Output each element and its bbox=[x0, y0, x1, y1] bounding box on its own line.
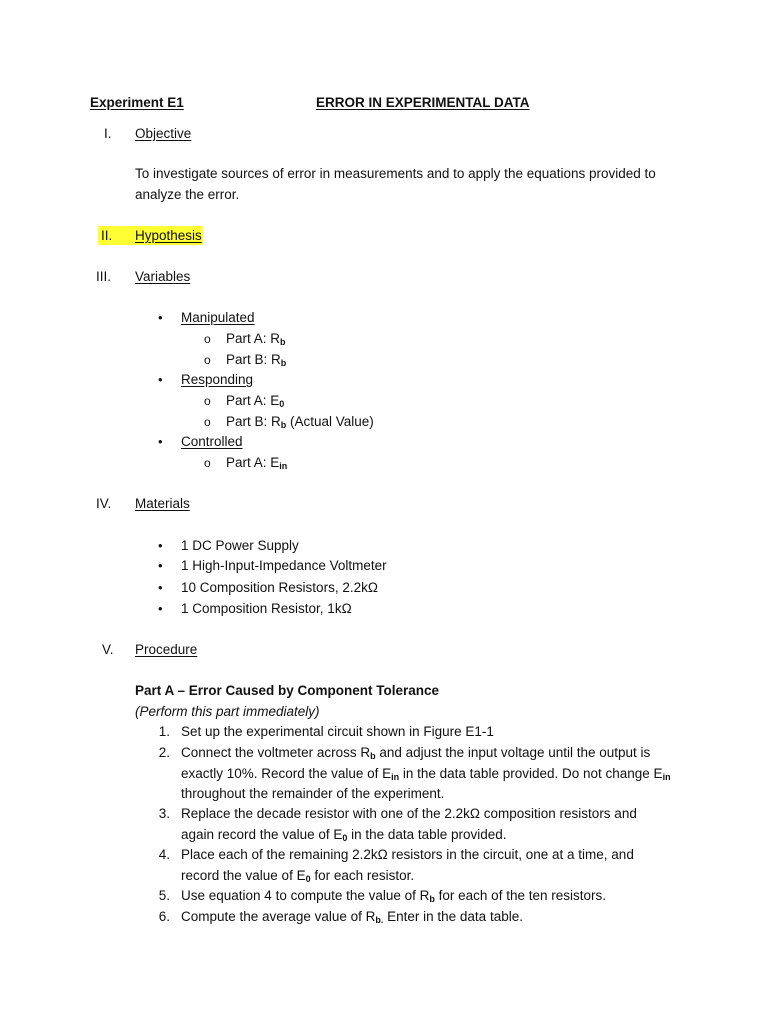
controlled-label: Controlled bbox=[181, 434, 243, 449]
variables-numeral: III. bbox=[96, 269, 112, 284]
manipulated-item-b: Part B: $R_b$ bbox=[226, 352, 287, 368]
materials-heading: Materials bbox=[135, 496, 190, 511]
part-a-title: Part A – Error Caused by Component Tolerance bbox=[135, 683, 440, 698]
circle-bullet-icon: o bbox=[204, 353, 211, 367]
objective-text-line1: To investigate sources of error in measurements and to apply the equations provided to bbox=[135, 166, 656, 181]
circle-bullet-icon: o bbox=[204, 394, 211, 408]
objective-heading: Objective bbox=[135, 126, 192, 141]
step-text-line: throughout the remainder of the experiment. bbox=[181, 786, 445, 801]
objective-text-line2: analyze the error. bbox=[135, 187, 240, 202]
material-item: 10 Composition Resistors, 2.2kΩ bbox=[181, 580, 378, 595]
variables-heading: Variables bbox=[135, 269, 191, 284]
bullet-icon: • bbox=[158, 580, 163, 595]
step-number: 6. bbox=[158, 909, 170, 924]
document-title: ERROR IN EXPERIMENTAL DATA bbox=[316, 95, 530, 110]
bullet-icon: • bbox=[158, 434, 163, 449]
step-text-line: record the value of $E_0$ for each resistor. bbox=[181, 868, 415, 884]
step-text-line: exactly 10%. Record the value of $E_{in}$ in the data table provided. Do not change $E_{in}$ bbox=[181, 766, 671, 782]
bullet-icon: • bbox=[158, 310, 163, 325]
step-number: 4. bbox=[158, 847, 170, 862]
material-item: 1 High-Input-Impedance Voltmeter bbox=[181, 558, 387, 573]
material-item: 1 Composition Resistor, 1kΩ bbox=[181, 601, 352, 616]
circle-bullet-icon: o bbox=[204, 332, 211, 346]
bullet-icon: • bbox=[158, 538, 163, 553]
responding-item-b: Part B: $R_b$ (Actual Value) bbox=[226, 414, 374, 430]
circle-bullet-icon: o bbox=[204, 415, 211, 429]
procedure-numeral: V. bbox=[102, 642, 114, 657]
circle-bullet-icon: o bbox=[204, 456, 211, 470]
objective-numeral: I. bbox=[104, 126, 112, 141]
bullet-icon: • bbox=[158, 601, 163, 616]
responding-label: Responding bbox=[181, 372, 254, 387]
step-number: 5. bbox=[158, 888, 170, 903]
controlled-item-a: Part A: $E_{in}$ bbox=[226, 455, 288, 471]
step-number: 2. bbox=[158, 745, 170, 760]
responding-item-a: Part A: $E_0$ bbox=[226, 393, 285, 409]
part-a-note: (Perform this part immediately) bbox=[135, 704, 320, 719]
step-text-line: Replace the decade resistor with one of the 2.2kΩ composition resistors and bbox=[181, 806, 637, 821]
step-text-line: Connect the voltmeter across $R_b$ and adjust the input voltage until the output is bbox=[181, 745, 651, 761]
hypothesis-heading: Hypothesis bbox=[135, 228, 202, 243]
experiment-id: Experiment E1 bbox=[90, 95, 184, 110]
material-item: 1 DC Power Supply bbox=[181, 538, 299, 553]
step-text-line: Set up the experimental circuit shown in Figure E1-1 bbox=[181, 724, 494, 739]
step-text-line: Use equation 4 to compute the value of $R_b$ for each of the ten resistors. bbox=[181, 888, 606, 904]
step-text-line: Place each of the remaining 2.2kΩ resistors in the circuit, one at a time, and bbox=[181, 847, 634, 862]
manipulated-item-a: Part A: $R_b$ bbox=[226, 331, 286, 347]
manipulated-label: Manipulated bbox=[181, 310, 255, 325]
hypothesis-numeral: II. bbox=[101, 228, 113, 243]
step-text-line: again record the value of $E_0$ in the data table provided. bbox=[181, 827, 507, 843]
materials-numeral: IV. bbox=[96, 496, 112, 511]
step-number: 1. bbox=[158, 724, 170, 739]
step-number: 3. bbox=[158, 806, 170, 821]
step-text-line: Compute the average value of $R_{b.}$ Enter in the data table. bbox=[181, 909, 523, 925]
bullet-icon: • bbox=[158, 558, 163, 573]
bullet-icon: • bbox=[158, 372, 163, 387]
procedure-heading: Procedure bbox=[135, 642, 198, 657]
